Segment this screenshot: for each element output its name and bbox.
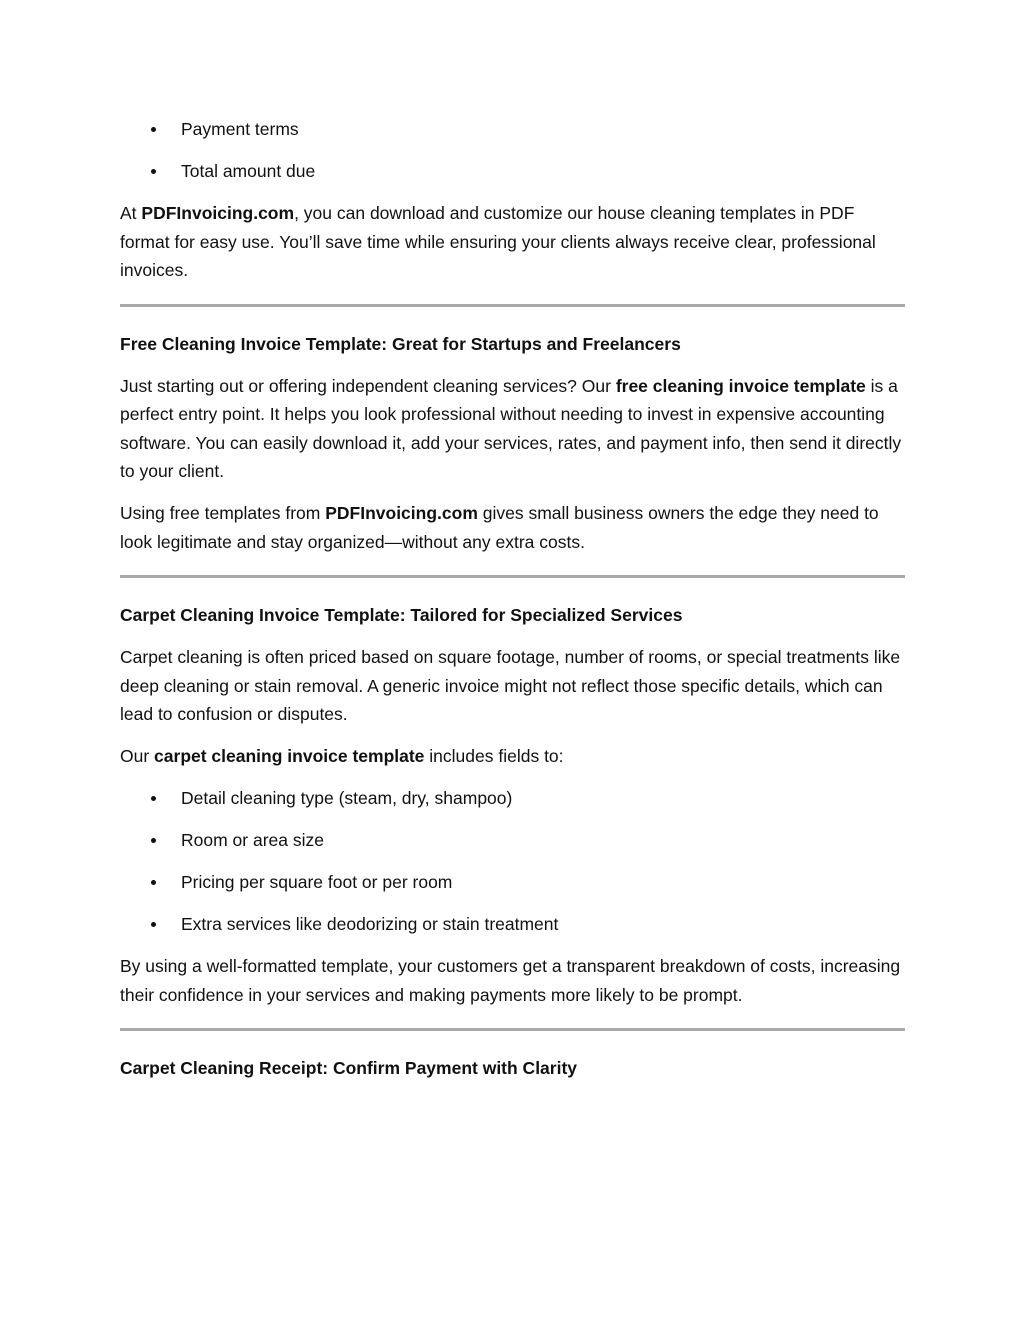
section-divider (120, 575, 905, 578)
free-template-heading: Free Cleaning Invoice Template: Great for Startups and Freelancers (120, 333, 681, 354)
carpet-fields-list (120, 784, 905, 939)
bullet-icon (151, 880, 156, 885)
bullet-icon (151, 169, 156, 174)
free-template-paragraph-1: Just starting out or offering independent cleaning services? Our free cleaning invoice template is a perfect entry point. It helps you look professional without needing to invest in expensive accounting software. You can easily download it, add your services, rates, and payment info, then send it directly to your client. (120, 375, 902, 481)
carpet-template-paragraph-1: Carpet cleaning is often priced based on square footage, number of rooms, or special treatments like deep cleaning or stain removal. A generic invoice might not reflect those specific details, which can lead to confusion or disputes. (120, 647, 901, 724)
list-item: Total amount due (120, 157, 905, 186)
receipt-heading: Carpet Cleaning Receipt: Confirm Payment with Clarity (120, 1058, 578, 1078)
bullet-icon (151, 922, 156, 927)
bullet-icon (151, 838, 156, 843)
list-item: Extra services like deodorizing or stain treatment (120, 910, 905, 939)
list-item: Detail cleaning type (steam, dry, shampoo) (120, 784, 905, 813)
top-bullet-list (120, 115, 905, 186)
intro-paragraph: At PDFInvoicing.com, you can download and customize our house cleaning templates in PDF format for easy use. You’ll save time while ensuring your clients always receive clear, professional invoices. (120, 203, 876, 280)
section-divider (120, 304, 905, 307)
site-name: PDFInvoicing.com (141, 203, 295, 223)
carpet-template-paragraph-2: Our carpet cleaning invoice template includes fields to: (120, 746, 564, 766)
list-item: Payment terms (120, 115, 905, 144)
carpet-template-heading: Carpet Cleaning Invoice Template: Tailored for Specialized Services (120, 605, 683, 625)
section-divider (120, 1028, 905, 1031)
list-item: Pricing per square foot or per room (120, 868, 905, 897)
bullet-icon (151, 127, 156, 132)
free-template-paragraph-2: Using free templates from PDFInvoicing.com gives small business owners the edge they need to look legitimate and stay organized—without any extra costs. (120, 503, 879, 552)
list-item: Room or area size (120, 826, 905, 855)
carpet-template-paragraph-3: By using a well-formatted template, your customers get a transparent breakdown of costs, increasing their confidence in your services and making payments more likely to be prompt. (120, 956, 901, 1005)
bullet-icon (151, 796, 156, 801)
document-page (120, 115, 905, 1096)
